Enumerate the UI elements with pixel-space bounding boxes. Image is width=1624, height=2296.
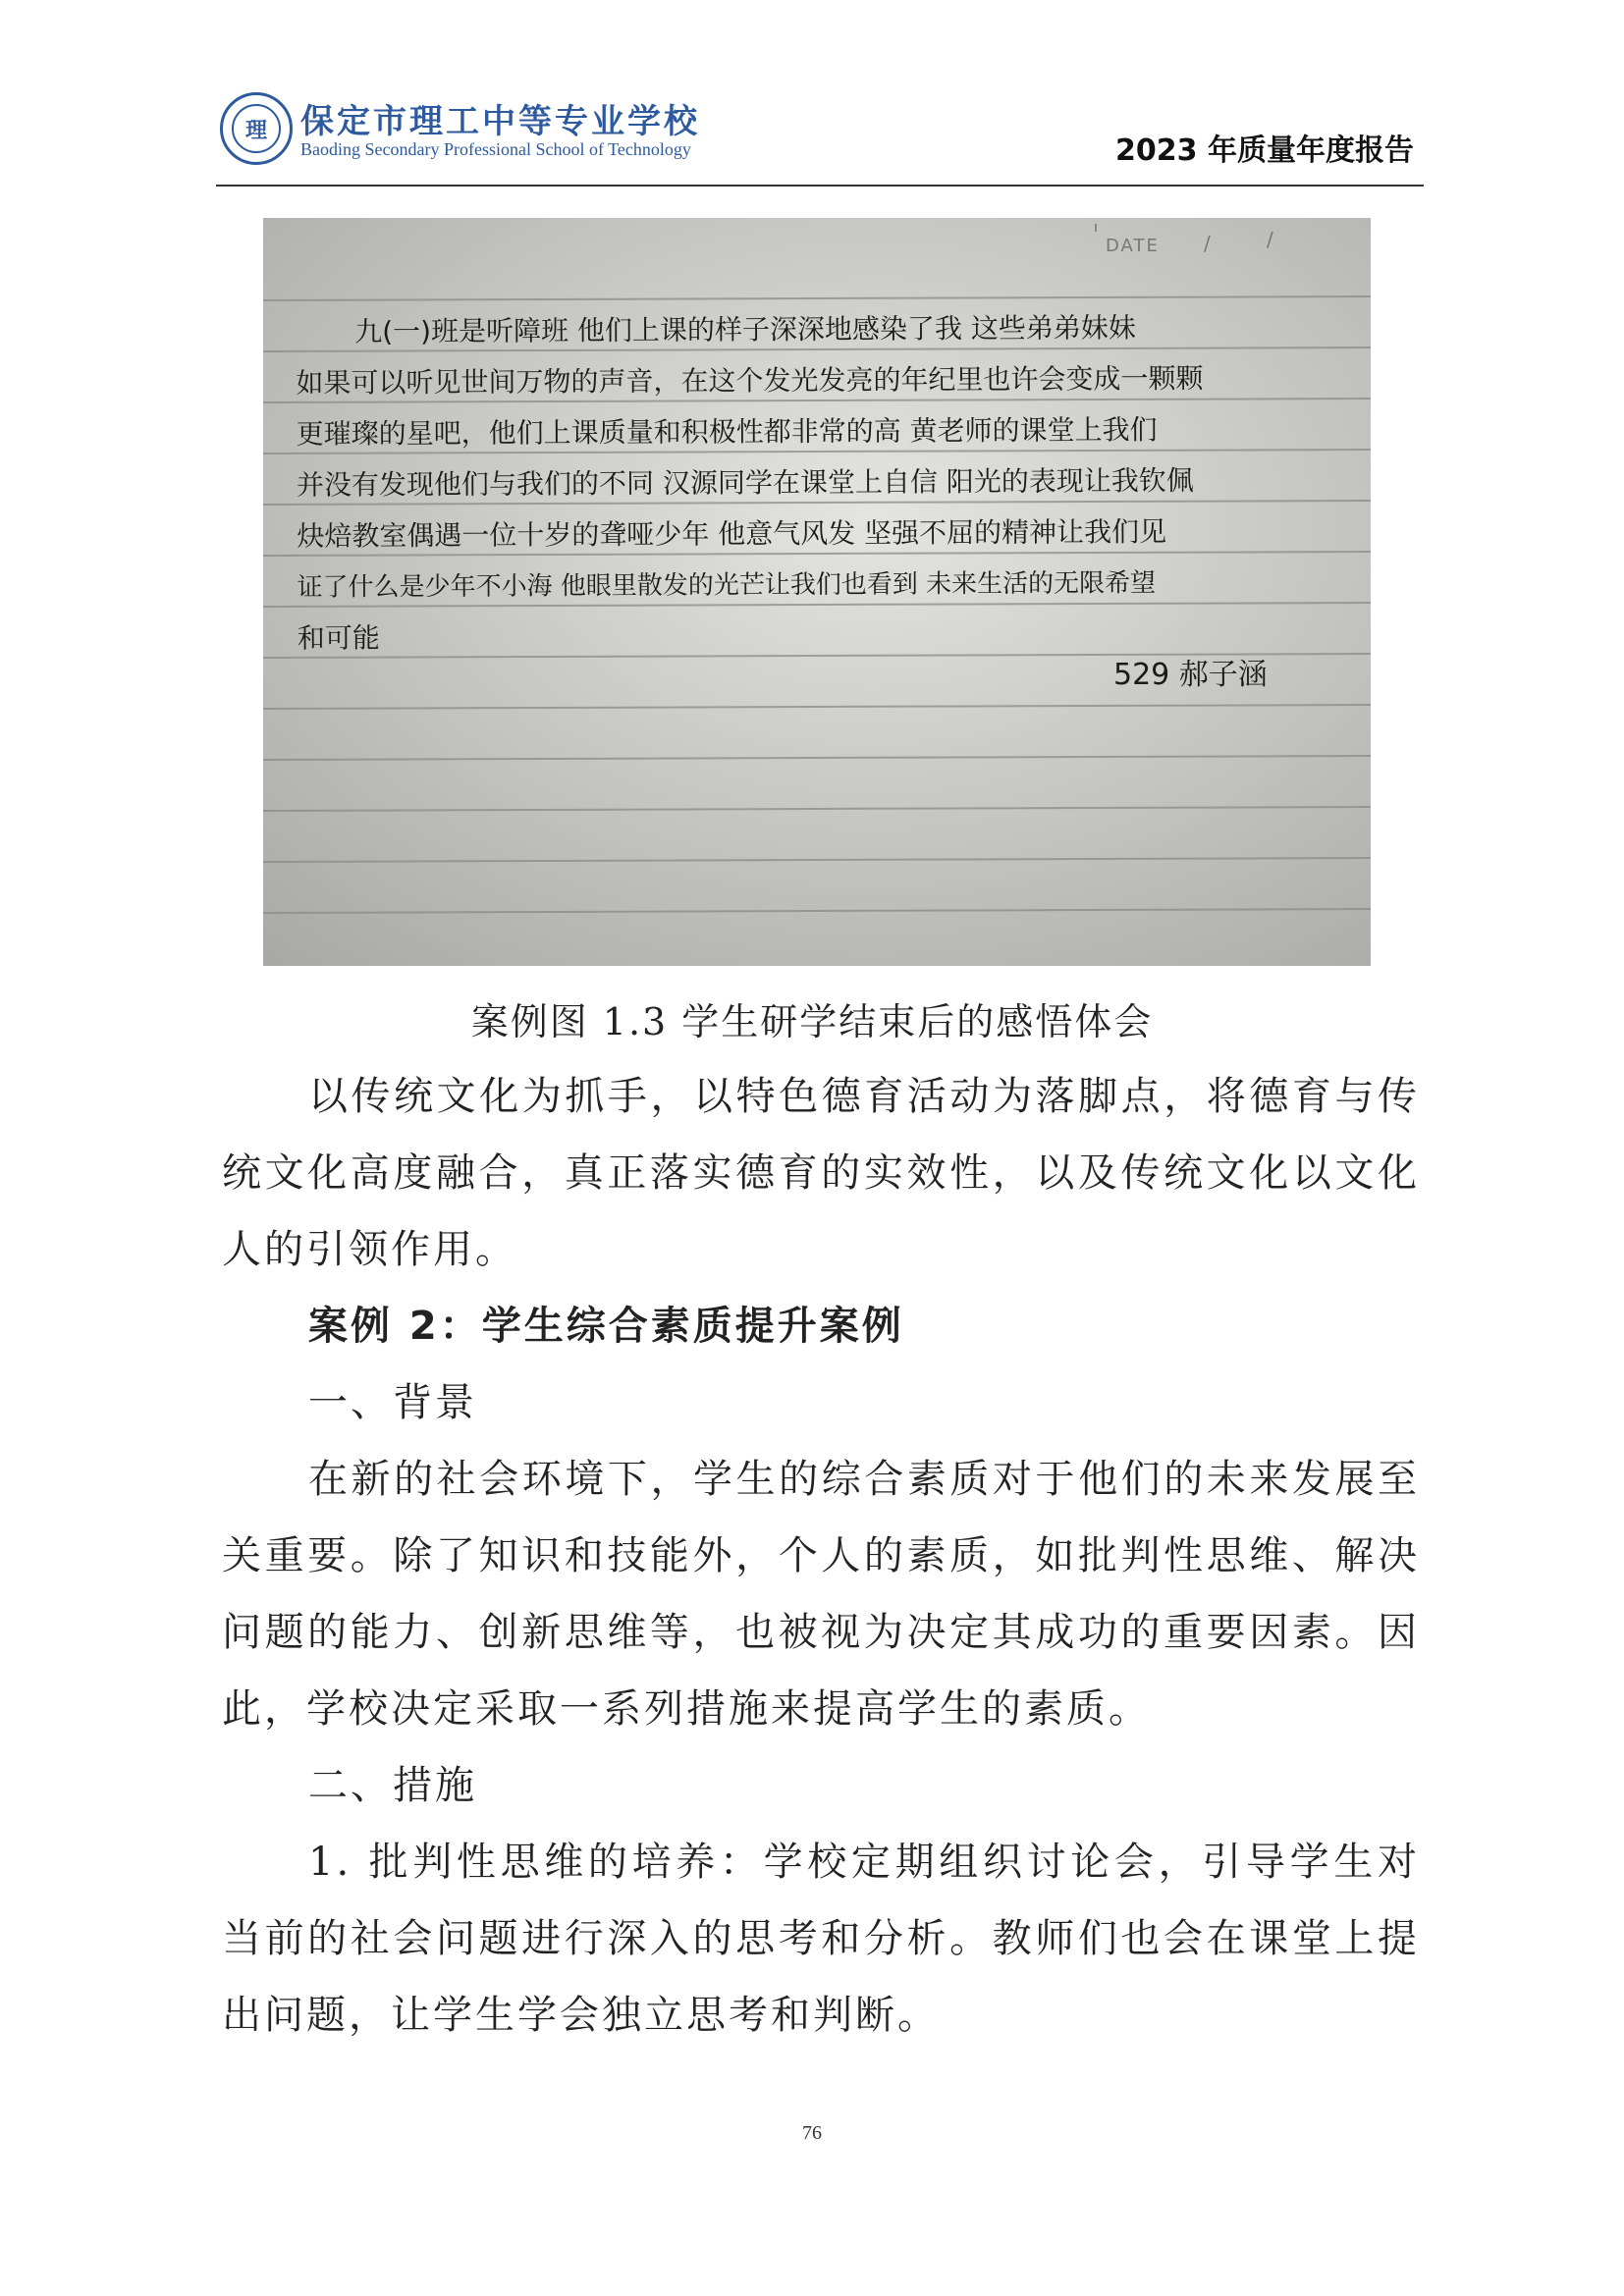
handwriting-line: 和可能: [297, 621, 380, 655]
page-header: [216, 86, 1424, 187]
case-heading: 案例 2：学生综合素质提升案例: [308, 1304, 904, 1349]
signature: 529 郝子涵: [1113, 658, 1268, 692]
handwriting-line: 证了什么是少年不小海 他眼里散发的光芒让我们也看到 未来生活的无限希望: [297, 568, 1157, 603]
paragraph-3: 1. 批判性思维的培养：学校定期组织讨论会，引导学生对当前的社会问题进行深入的思考和分析。教师们也会在课堂上提出问题，让学生学会独立思考和判断。: [222, 1840, 1420, 2038]
logo-emblem: 理: [232, 104, 281, 153]
date-slash-2: /: [1267, 228, 1273, 251]
school-name-english: Baoding Secondary Professional School of Technology: [300, 139, 691, 159]
school-name: 保定市理工中等专业学校: [300, 102, 700, 141]
handwriting-line: 更璀璨的星吧，他们上课质量和积极性都非常的高 黄老师的课堂上我们: [296, 413, 1158, 451]
section-heading-background: 一、背景: [308, 1380, 477, 1425]
handwriting-line: 如果可以听见世间万物的声音，在这个发光发亮的年纪里也许会变成一颗颗: [296, 361, 1204, 400]
paragraph-1: 以传统文化为抓手，以特色德育活动为落脚点，将德育与传统文化高度融合，真正落实德育的实效性，以及传统文化以文化人的引领作用。: [222, 1074, 1420, 1272]
handwritten-note-photo: [263, 218, 1371, 966]
handwriting-block: [282, 301, 1354, 665]
paragraph-2: 在新的社会环境下，学生的综合素质对于他们的未来发展至关重要。除了知识和技能外，个人的素质，如批判性思维、解决问题的能力、创新思维等，也被视为决定其成功的重要因素。因此，学校决定采取一系列措施来提高学生的素质。: [222, 1457, 1420, 1732]
page-number: 76: [802, 2122, 822, 2144]
handwriting-line: 九(一)班是听障班 他们上课的样子深深地感染了我 这些弟弟妹妹: [354, 311, 1136, 348]
handwriting-line: 并没有发现他们与我们的不同 汉源同学在课堂上自信 阳光的表现让我钦佩: [296, 463, 1194, 502]
date-label: DATE: [1106, 236, 1160, 256]
date-slash-1: /: [1204, 232, 1211, 255]
report-title: 2023 年质量年度报告: [1115, 133, 1414, 168]
section-heading-measures: 二、措施: [308, 1763, 477, 1808]
figure-caption: 案例图 1.3 学生研学结束后的感悟体会: [470, 1000, 1154, 1043]
school-logo-icon: [220, 92, 293, 165]
body-content: [222, 1058, 1420, 2054]
handwriting-line: 炔焙教室偶遇一位十岁的聋哑少年 他意气风发 坚强不屈的精神让我们见: [297, 515, 1167, 553]
